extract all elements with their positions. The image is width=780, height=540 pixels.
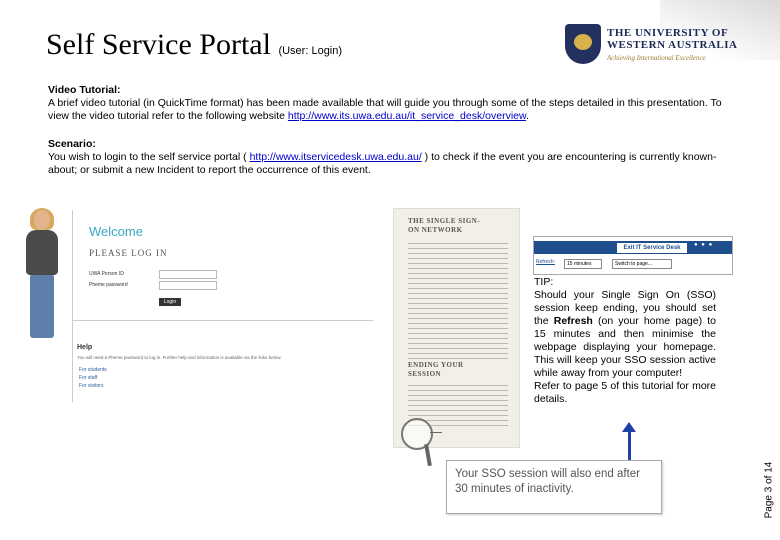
sso-heading-line2: ON NETWORK bbox=[408, 226, 463, 234]
sso-heading bbox=[408, 217, 480, 235]
tip-text-2: (on your home page) to 15 minutes and then minimise the webpage displaying your homepage. This will keep your SSO session active while away from your computer! bbox=[534, 315, 716, 379]
exit-service-desk-button[interactable]: Exit IT Service Desk bbox=[616, 242, 688, 254]
help-link-visitors[interactable]: For visitors bbox=[79, 383, 104, 389]
ending-heading-line2: SESSION bbox=[408, 370, 442, 378]
scenario-heading: Scenario: bbox=[48, 138, 96, 150]
refresh-label[interactable]: Refresh: bbox=[536, 259, 555, 265]
magnifier-connector bbox=[430, 432, 442, 433]
tip-box bbox=[534, 276, 716, 406]
refresh-select[interactable]: 15 minutes bbox=[564, 259, 602, 269]
sso-body-text bbox=[408, 239, 508, 359]
help-heading: Help bbox=[77, 344, 93, 351]
welcome-heading: Welcome bbox=[89, 224, 143, 239]
title-text: Self Service Portal bbox=[46, 28, 271, 61]
portal-toolbar-screenshot bbox=[533, 236, 733, 275]
tip-label: TIP: bbox=[534, 276, 554, 288]
session-callout bbox=[446, 460, 662, 514]
ending-session-heading bbox=[408, 361, 464, 379]
sso-heading-line1: THE SINGLE SIGN- bbox=[408, 217, 481, 225]
login-button[interactable]: Login bbox=[159, 298, 181, 306]
scenario-text: You wish to login to the self service portal ( bbox=[48, 151, 250, 163]
video-tutorial-link[interactable]: http://www.its.uwa.edu.au/it_service_desk/overview bbox=[287, 110, 526, 122]
page-number-text: Page 3 of 14 bbox=[763, 461, 775, 519]
video-tutorial-section bbox=[48, 84, 738, 123]
tip-text-3: Refer to page 5 of this tutorial for more details. bbox=[534, 380, 716, 405]
crest-icon bbox=[565, 24, 601, 64]
woman-body bbox=[26, 230, 58, 275]
university-name-line2: WESTERN AUSTRALIA bbox=[607, 39, 738, 51]
university-name-line1: THE UNIVERSITY OF bbox=[607, 27, 729, 39]
person-id-label: UWA Person ID bbox=[89, 271, 124, 277]
title-subtitle: (User: Login) bbox=[278, 45, 343, 57]
scenario-text-end: ) to check if the event you are encountering is currently known-about; or submit a new Incident to report the occurrence of this event. bbox=[48, 151, 717, 176]
ending-heading-line1: ENDING YOUR bbox=[408, 361, 464, 369]
woman-legs bbox=[30, 274, 54, 338]
divider bbox=[73, 320, 373, 321]
please-login-heading: PLEASE LOG IN bbox=[89, 248, 168, 258]
video-tutorial-text: A brief video tutorial (in QuickTime format) has been made available that will guide you through some of the steps detailed in this presentation. To view the video tutorial refer to the following website bbox=[48, 97, 722, 122]
sso-info-screenshot bbox=[393, 208, 520, 448]
woman-photo bbox=[22, 210, 62, 340]
session-callout-text: Your SSO session will also end after 30 minutes of inactivity. bbox=[455, 468, 640, 495]
video-tutorial-heading: Video Tutorial: bbox=[48, 84, 121, 96]
password-label: Pheme password bbox=[89, 282, 128, 288]
tip-text-1: Should your Single Sign On (SSO) session keep ending, you should set the bbox=[534, 289, 716, 327]
page-title bbox=[46, 28, 342, 62]
help-link-staff[interactable]: For staff bbox=[79, 375, 98, 381]
help-text: You will need a Pheme password to log in. Further help and information is available via the links below. bbox=[77, 355, 282, 360]
switch-page-select[interactable]: Switch to page... bbox=[612, 259, 672, 269]
tip-refresh-bold: Refresh bbox=[553, 315, 593, 327]
password-input[interactable] bbox=[159, 281, 217, 290]
toolbar-icons: ● ● ● bbox=[694, 242, 714, 248]
university-name bbox=[607, 27, 737, 51]
university-logo bbox=[565, 24, 738, 68]
person-id-input[interactable] bbox=[159, 270, 217, 279]
arrow-shaft bbox=[628, 430, 631, 460]
woman-head bbox=[34, 210, 50, 230]
page-number bbox=[758, 440, 780, 540]
service-desk-link[interactable]: http://www.itservicedesk.uwa.edu.au/ bbox=[249, 151, 422, 163]
login-screenshot bbox=[72, 210, 381, 402]
video-tutorial-text-end: . bbox=[526, 110, 529, 122]
university-motto: Achieving International Excellence bbox=[607, 54, 706, 62]
help-links bbox=[79, 366, 107, 390]
scenario-section bbox=[48, 138, 738, 177]
help-link-students[interactable]: For students bbox=[79, 367, 107, 373]
